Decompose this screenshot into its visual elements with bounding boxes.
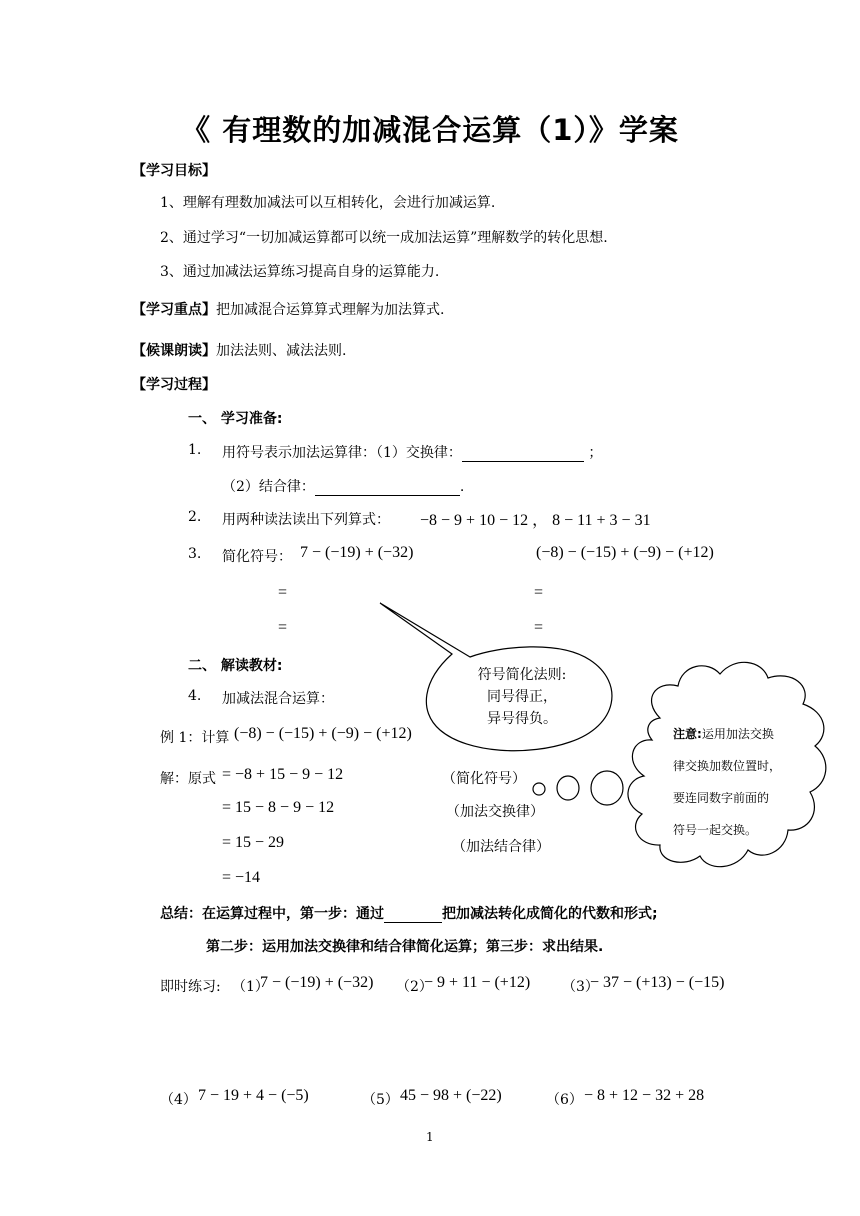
solution-note: （加法交换律） [446, 804, 544, 820]
bubble-text [452, 664, 592, 730]
equals-sign: = [278, 619, 288, 636]
solution-label: 解：原式 [160, 771, 216, 787]
q1-text: 用符号表示加法运算律：（1）交换律： [222, 445, 462, 461]
thought-circle-medium [557, 776, 579, 800]
objective-item: 2、通过学习“一切加减运算都可以统一成加法运算”理解数学的转化思想. [160, 230, 608, 246]
practice-num: （4） [160, 1092, 197, 1108]
objectives-heading: 【学习目标】 [132, 163, 216, 179]
q4-text: 加减法混合运算： [222, 691, 334, 707]
practice-num: （3） [562, 979, 599, 995]
practice-expression: − 9 + 11 − (+12) [424, 974, 531, 991]
q1-tail: ； [588, 445, 603, 461]
cloud-label: 注意: [673, 727, 702, 741]
solution-note: （加法结合律） [452, 839, 550, 855]
cloud-line: 运用加法交换 [701, 727, 774, 741]
practice-expression: − 37 − (+13) − (−15) [590, 974, 725, 991]
practice-expression: 45 − 98 + (−22) [400, 1087, 502, 1104]
summary-line1-start: 总结：在运算过程中，第一步：通过 [160, 906, 384, 922]
q3-text: 简化符号： [222, 549, 292, 565]
solution-step: = 15 − 8 − 9 − 12 [222, 799, 335, 816]
thought-circle-small [533, 783, 545, 795]
preread-heading: 【候课朗读】 [132, 343, 216, 359]
equals-sign: = [534, 584, 544, 601]
solution-step: = 15 − 29 [222, 834, 285, 851]
example-label: 例 1：计算 [160, 730, 230, 746]
part1-heading: 一、 学习准备: [188, 411, 283, 427]
cloud-line: 符号一起交换。 [673, 823, 758, 837]
practice-num: （6） [546, 1092, 583, 1108]
q1b-text: （2）结合律： [222, 479, 315, 495]
objective-item: 1、理解有理数加减法可以互相转化，会进行加减运算. [160, 195, 496, 211]
practice-num: （1） [232, 979, 269, 995]
practice-expression: 7 − (−19) + (−32) [260, 974, 374, 991]
practice-label: 即时练习: [160, 979, 221, 995]
thought-circle-large [591, 771, 623, 805]
summary-line1 [160, 903, 658, 923]
key-point-heading: 【学习重点】 [132, 302, 216, 318]
q4-number: 4. [188, 688, 202, 704]
page-title: 《 有理数的加减混合运算（1）》学案 [181, 113, 679, 147]
equals-sign: = [534, 619, 544, 636]
cloud-line: 律交换加数位置时， [673, 759, 782, 773]
practice-expression: − 8 + 12 − 32 + 28 [584, 1087, 705, 1104]
q1-number: 1. [188, 442, 202, 458]
solution-step: = −14 [222, 869, 261, 886]
q1b-tail: . [459, 479, 465, 495]
q3-expression-b: (−8) − (−15) + (−9) − (+12) [536, 544, 714, 561]
q3-expression-a: 7 − (−19) + (−32) [300, 544, 414, 561]
q2-number: 2. [188, 509, 202, 525]
equals-sign: = [278, 584, 288, 601]
bubble-line: 符号简化法则: [477, 667, 567, 683]
preread-text: 加法法则、减法法则. [216, 343, 347, 359]
summary-line2: 第二步：运用加法交换律和结合律简化运算；第三步：求出结果. [206, 939, 604, 955]
example-expression: (−8) − (−15) + (−9) − (+12) [234, 725, 412, 742]
bubble-line: 同号得正， [487, 689, 557, 705]
process-heading: 【学习过程】 [132, 377, 216, 393]
cloud-line: 要连同数字前面的 [673, 791, 770, 805]
solution-note: （简化符号） [442, 771, 526, 787]
solution-step: = −8 + 15 − 9 − 12 [222, 766, 344, 783]
objective-item: 3、通过加减法运算练习提高自身的运算能力. [160, 264, 440, 280]
summary-line1-end: 把加减法转化成简化的代数和形式; [442, 906, 658, 922]
q3-number: 3. [188, 546, 202, 562]
practice-num: （5） [362, 1092, 399, 1108]
blank-summary[interactable] [384, 908, 442, 923]
page-number: 1 [426, 1130, 434, 1144]
cloud-text [673, 718, 781, 846]
practice-expression: 7 − 19 + 4 − (−5) [198, 1087, 309, 1104]
bubble-line: 异号得负。 [487, 711, 557, 727]
q2-text: 用两种读法读出下列算式： [222, 512, 390, 528]
q2-expression: −8 − 9 + 10 − 12 ， 8 − 11 + 3 − 31 [420, 512, 651, 529]
practice-num: （2） [396, 979, 433, 995]
key-point-text: 把加减混合运算算式理解为加法算式. [216, 302, 445, 318]
part2-heading: 二、 解读教材: [188, 658, 283, 674]
